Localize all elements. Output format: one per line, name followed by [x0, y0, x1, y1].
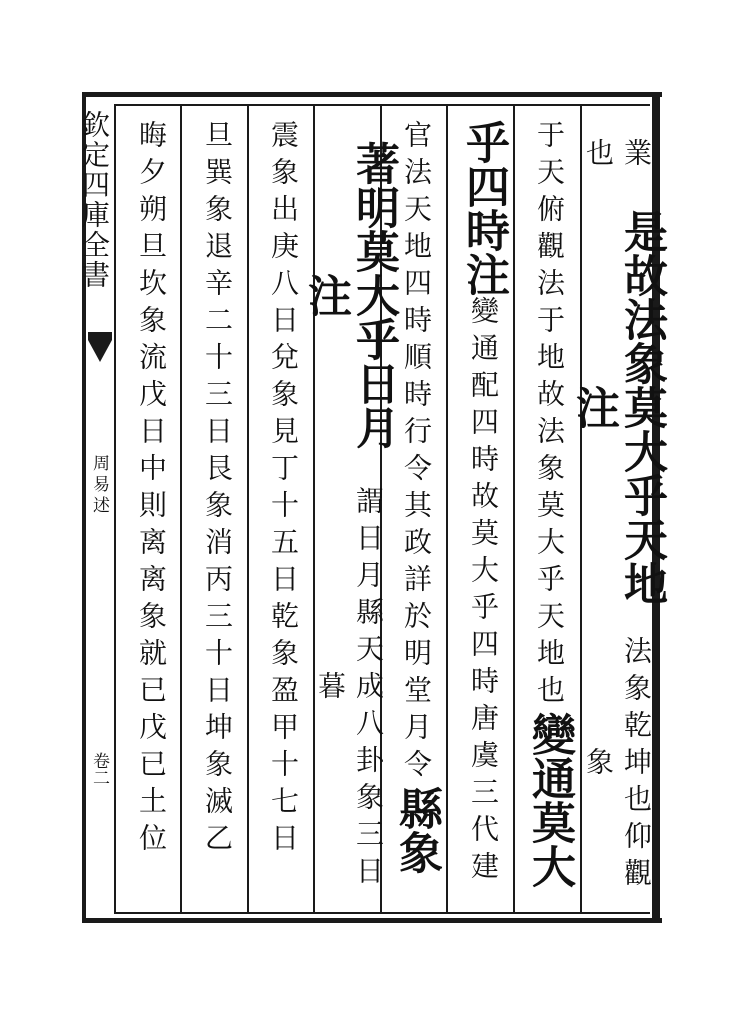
- main-text: 變通莫大: [524, 712, 575, 888]
- commentary-text: 變通配四時故莫大乎四時唐虞三代建: [467, 296, 500, 888]
- main-text: 是故法象莫大乎天地注: [568, 208, 667, 605]
- main-text: 縣象: [391, 786, 442, 874]
- text-column-8: [120, 120, 182, 910]
- commentary-text: 于天俯觀法于地故法象莫大乎天地也: [533, 120, 566, 712]
- commentary-text: 業也: [582, 137, 653, 175]
- commentary-text: 旦巽象退辛二十三日艮象消丙三十日坤象滅乙: [201, 120, 234, 860]
- fish-tail-mark-icon: [88, 332, 112, 362]
- text-column-6: [252, 120, 314, 910]
- border-bottom: [82, 918, 662, 923]
- text-column-7: [186, 120, 248, 910]
- text-column-5: [300, 120, 399, 910]
- book-title: 欽定四庫全書: [78, 110, 111, 290]
- juan-number: 卷二: [89, 752, 109, 786]
- text-column-2: [518, 120, 580, 910]
- chapter-title: 周易述: [89, 454, 109, 517]
- commentary-text: 震象出庚八日兌象見丁十五日乾象盈甲十七日: [267, 120, 300, 860]
- inner-rule-bottom: [115, 912, 650, 914]
- text-column-3: [452, 120, 514, 910]
- commentary-text: 謂日月縣天成八卦象三日暮: [314, 486, 385, 894]
- text-column-1: [568, 120, 667, 910]
- border-top: [82, 92, 662, 97]
- inner-rule-top: [115, 104, 650, 106]
- main-text: 乎四時注: [458, 120, 509, 296]
- commentary-text: 法象乾坤也仰觀象: [582, 636, 653, 896]
- main-text: 著明莫大乎日月注: [300, 140, 399, 449]
- commentary-text: 晦夕朔旦坎象流戊日中則离离象就已戊已土位: [135, 120, 168, 860]
- column-rule: [114, 104, 116, 914]
- commentary-text: 官法天地四時順時行令其政詳於明堂月令: [400, 120, 433, 786]
